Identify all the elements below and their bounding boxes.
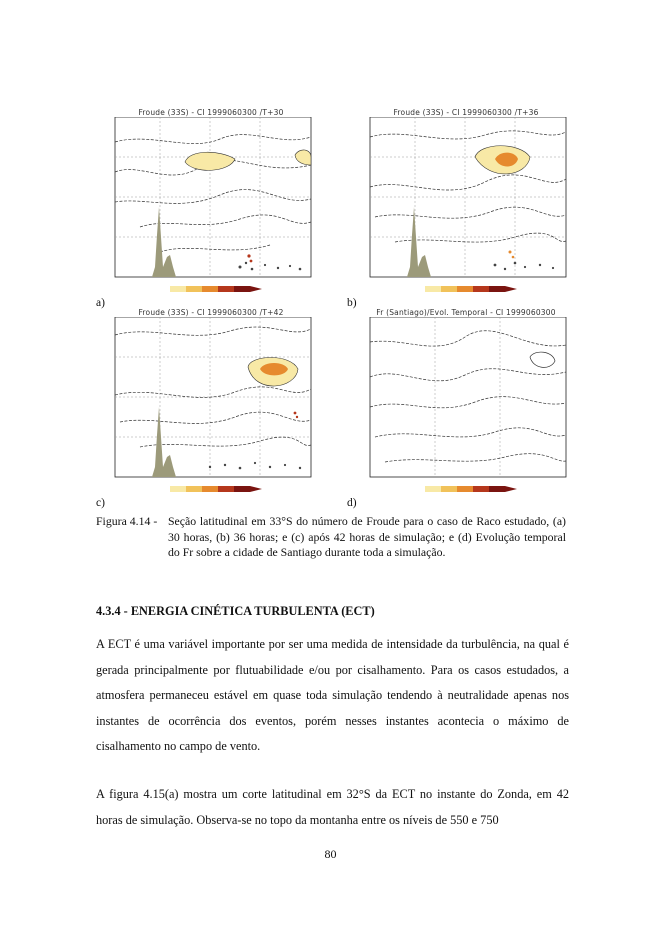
page-number: 80: [324, 847, 337, 861]
froude-section-plot: [100, 317, 322, 498]
panel-label-b: b): [347, 297, 357, 309]
figure-panel-c: [100, 308, 322, 498]
panel-label-a: a): [96, 297, 105, 309]
panel-label-d: d): [347, 497, 357, 509]
panel-title: Froude (33S) - CI 1999060300 /T+42: [138, 308, 284, 317]
paragraph-2: A figura 4.15(a) mostra um corte latitudinal em 32°S da ECT no instante do Zonda, em 42 horas de simulação. Observa-se no topo da montanha entre os níveis de 550 e 750: [96, 787, 569, 827]
figure-panel-d: [355, 308, 577, 498]
caption-text: Seção latitudinal em 33°S do número de Froude para o caso de Raco estudado, (a) 30 horas, (b) 36 horas; e (c) após 42 horas de simulação; e (d) Evolução temporal do Fr sobre a cidade de Santiago durante toda a simulação.: [168, 514, 566, 559]
section-heading: 4.3.4 - ENERGIA CINÉTICA TURBULENTA (ECT): [96, 604, 375, 618]
froude-section-plot: [355, 117, 577, 298]
paragraph-1: A ECT é uma variável importante por ser uma medida de intensidade da turbulência, na qual é gerada principalmente por flutuabilidade e/ou por cisalhamento. Para os casos estudados, a atmosfera permaneceu estável em quase toda simulação tendendo à neutralidade apenas nos instantes de ocorrência dos eventos, porém nesses instantes acontecia o máximo de cisalhamento no campo de vento.: [96, 637, 569, 754]
panel-title: Froude (33S) - CI 1999060300 /T+30: [138, 108, 284, 117]
panel-title: Froude (33S) - CI 1999060300 /T+36: [393, 108, 539, 117]
caption-lead: Figura 4.14 -: [96, 514, 158, 528]
figure-panel-a: [100, 108, 322, 298]
panel-title: Fr (Santiago)/Evol. Temporal - CI 1999060300: [376, 308, 556, 317]
figure-panel-b: [355, 108, 577, 298]
panel-label-c: c): [96, 497, 105, 509]
froude-section-plot: [100, 117, 322, 298]
froude-time-evolution-plot: [355, 317, 577, 498]
